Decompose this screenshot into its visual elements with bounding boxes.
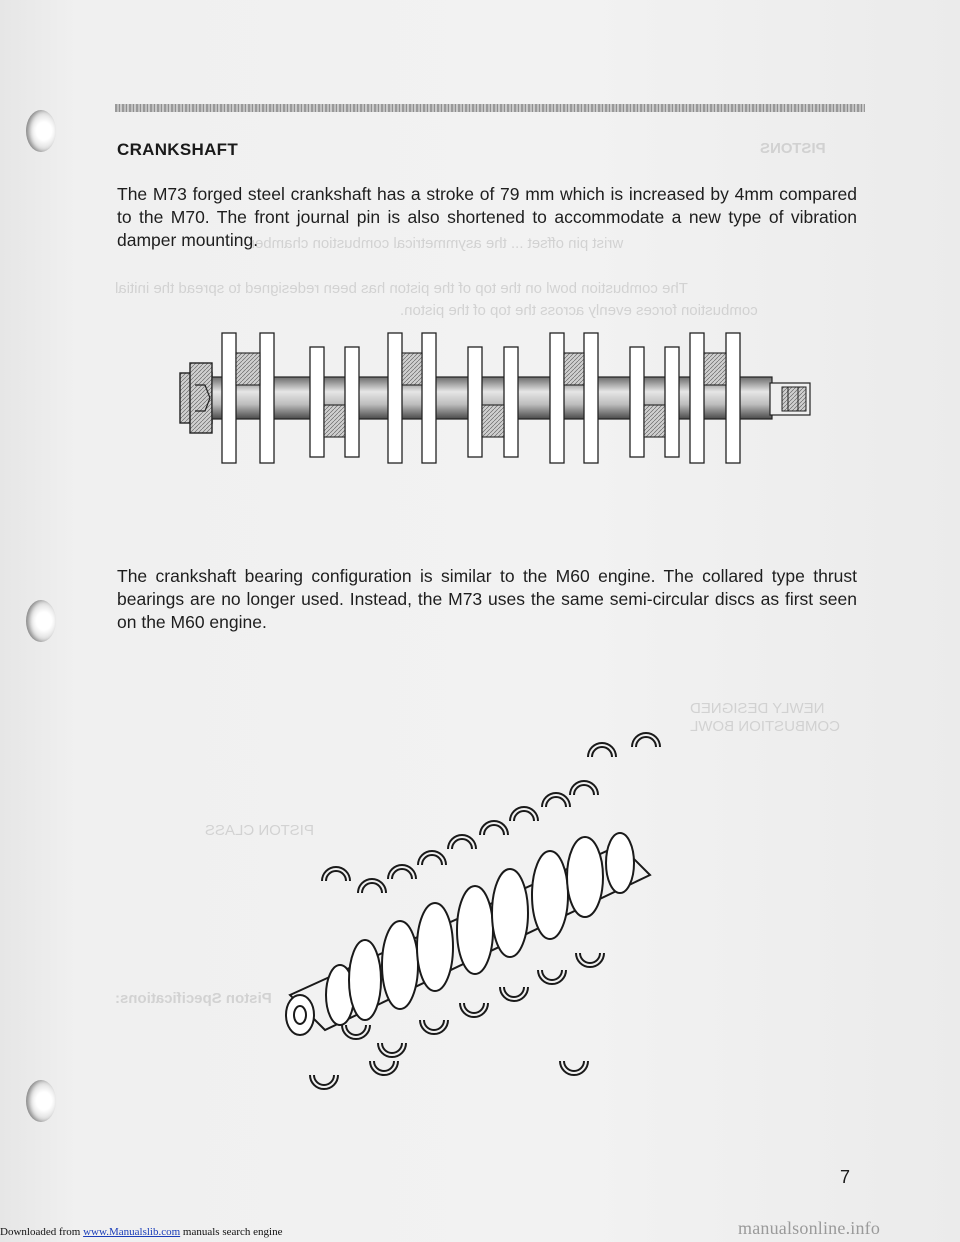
body-paragraph: The M73 forged steel crankshaft has a stroke of 79 mm which is increased by 4mm compared to the M70. The front journal pin is also shortened to accommodate a new type of vibration damper mounting. bbox=[117, 184, 857, 250]
show-through-text: The combustion bowl on the top of the piston has been redesigned to spread the initial bbox=[115, 280, 688, 297]
crankshaft-side-view-illustration bbox=[170, 325, 830, 475]
show-through-text: combustion forces evenly across the top of the piston. bbox=[400, 302, 758, 319]
watermark: manualsonline.info bbox=[738, 1218, 881, 1238]
show-through-text: NEWLY DESIGNED bbox=[690, 700, 825, 717]
body-paragraph: The crankshaft bearing configuration is similar to the M60 engine. The collared type thrust bearings are no longer used. Instead, the M73 uses the same semi-circular discs as first seen on the M60 engine. bbox=[117, 566, 857, 632]
footer-prefix: Downloaded from bbox=[0, 1226, 84, 1238]
punch-hole bbox=[26, 110, 56, 152]
section-heading: CRANKSHAFT bbox=[117, 140, 239, 159]
show-through-text: COMBUSTION BOWL bbox=[690, 718, 841, 735]
footer-suffix: manuals search engine bbox=[180, 1226, 283, 1238]
crankshaft-bearing-shells-illustration bbox=[270, 725, 700, 1115]
show-through-text: PISTON CLASS bbox=[205, 822, 314, 839]
page-number: 7 bbox=[840, 1167, 851, 1187]
punch-hole bbox=[26, 1080, 56, 1122]
show-through-text: PISTONS bbox=[760, 140, 826, 157]
punch-hole bbox=[26, 600, 56, 642]
header-rule bbox=[115, 104, 865, 112]
download-footer bbox=[0, 1226, 282, 1238]
show-through-text: Piston Specifications: bbox=[115, 990, 272, 1007]
show-through-text: wrist pin offset ... the asymmetrical combustion chamber bbox=[250, 235, 624, 252]
manualslib-link[interactable]: www.Manualslib.com bbox=[83, 1226, 181, 1238]
